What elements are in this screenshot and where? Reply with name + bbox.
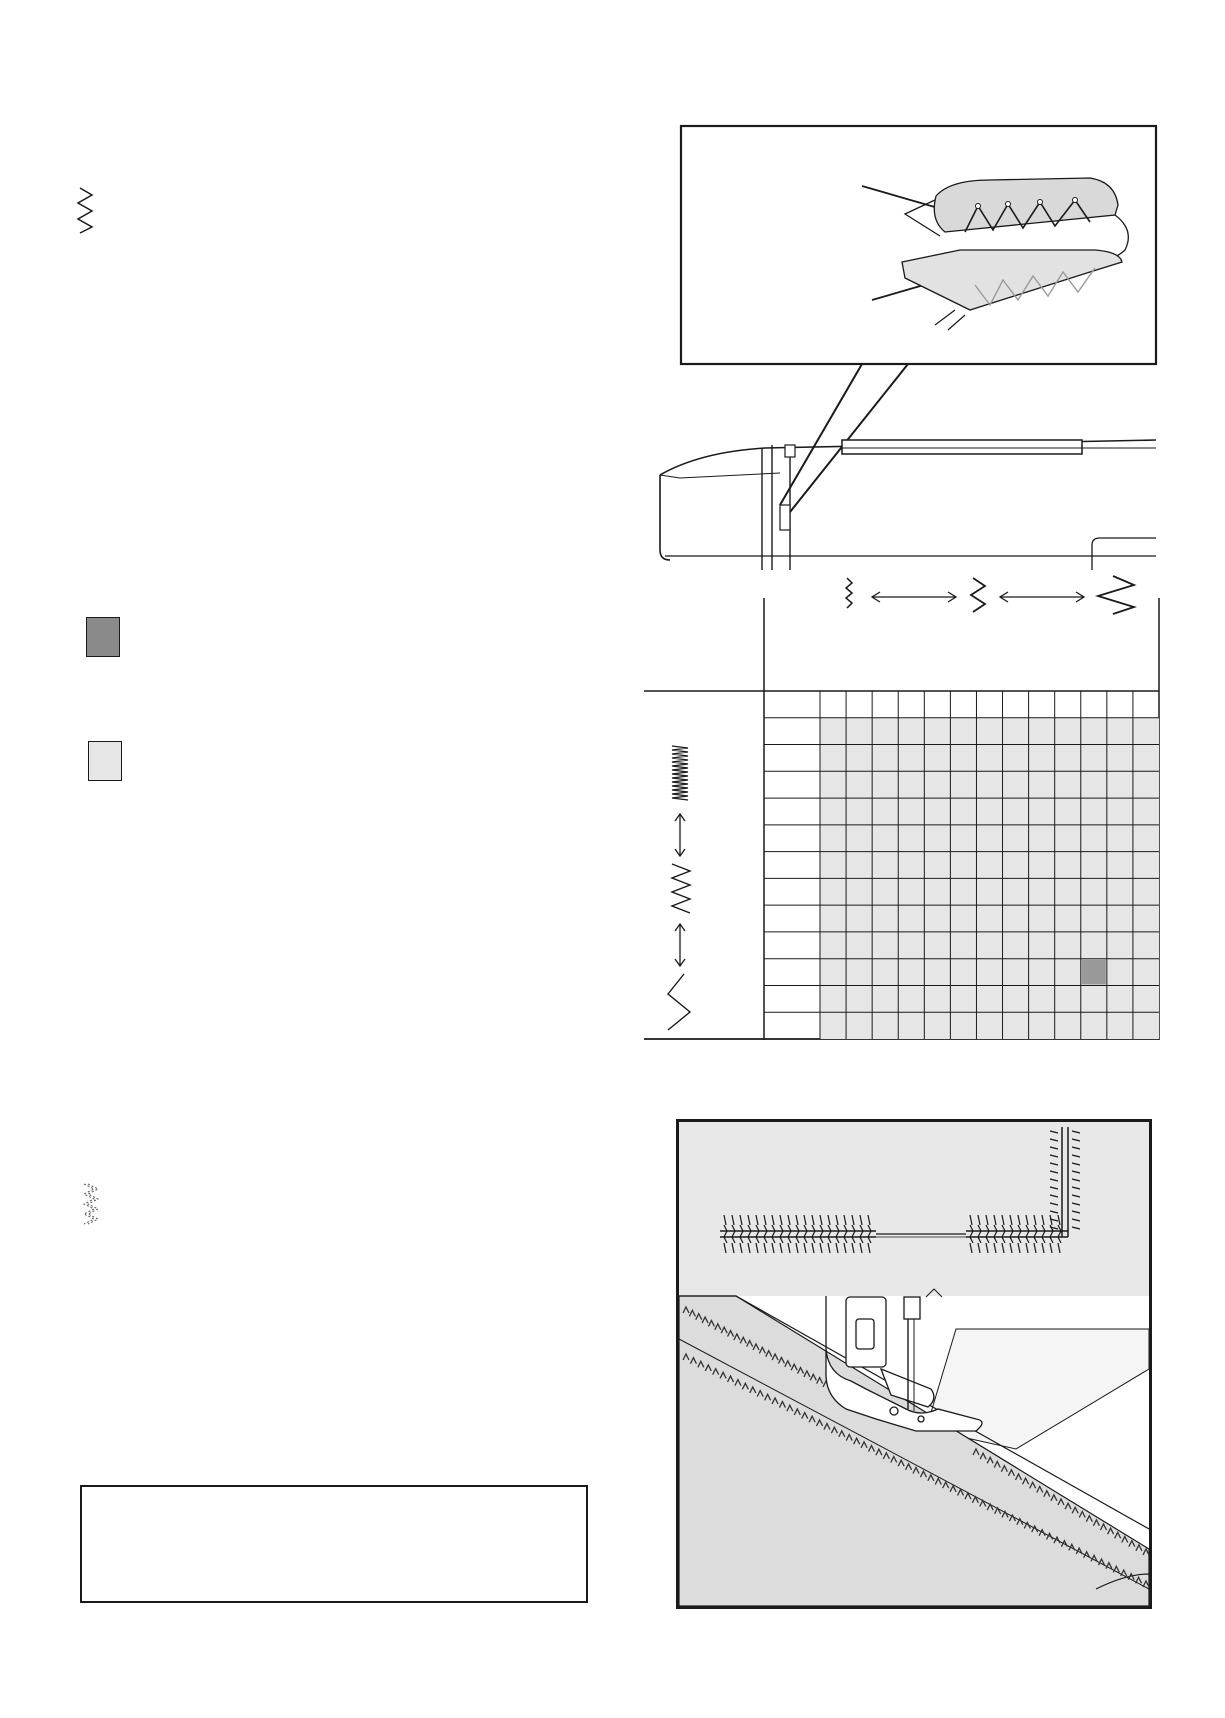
chart-marked-cell [1082, 960, 1106, 985]
chart-header-icons [846, 576, 1134, 614]
medium-zigzag-icon [971, 578, 985, 612]
dense-zigzag-icon [672, 746, 688, 800]
dark-grey-swatch-icon [86, 617, 120, 657]
top-illustration [0, 0, 1225, 570]
stitch-chart [640, 572, 1160, 1040]
light-grey-swatch-icon [88, 741, 122, 781]
medium-zigzag-icon [672, 864, 690, 913]
double-arrow-icon [675, 814, 685, 856]
double-arrow-icon [675, 924, 685, 966]
narrow-zigzag-icon [846, 578, 852, 608]
note-box [80, 1485, 588, 1603]
sparse-zigzag-icon [668, 974, 690, 1030]
double-arrow-icon [872, 592, 956, 602]
chart-side-icons [668, 746, 690, 1030]
bottom-illustration [676, 1119, 1152, 1609]
triple-zigzag-stitch-icon [80, 1182, 102, 1228]
double-arrow-icon [1000, 592, 1084, 602]
wide-zigzag-icon [1098, 576, 1134, 614]
